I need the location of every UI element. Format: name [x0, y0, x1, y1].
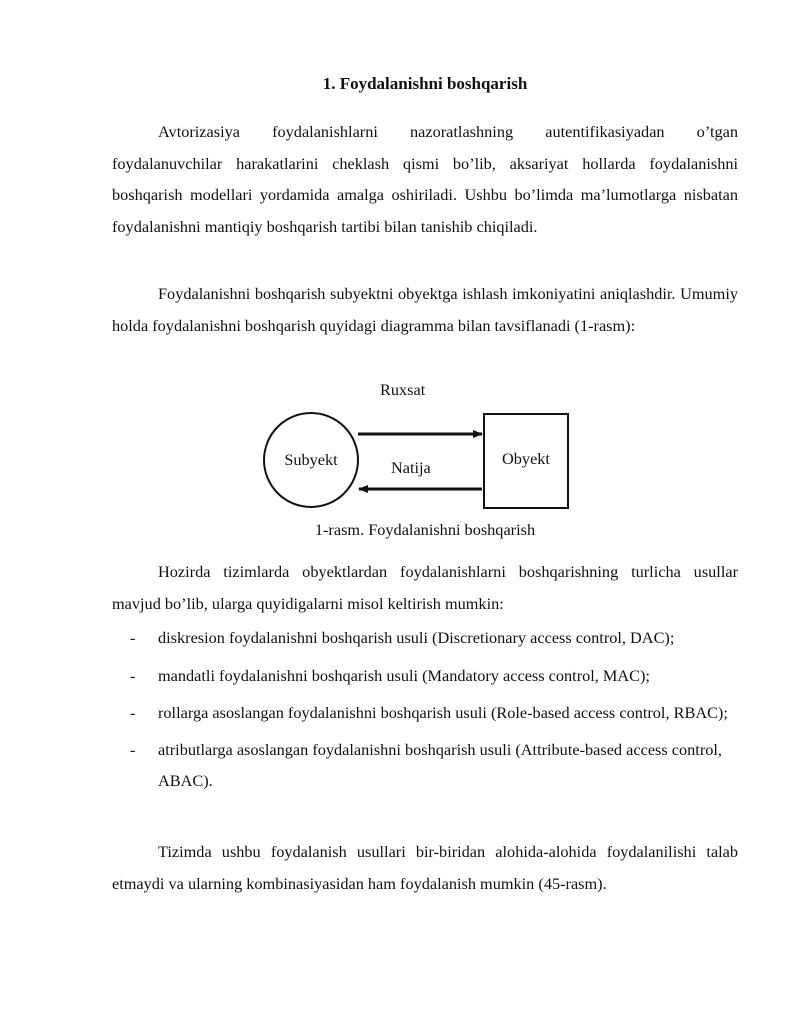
list-marker: -	[130, 665, 136, 685]
list-item-text: mandatli foydalanishni boshqarish usuli (Mandatory access control, MAC);	[158, 665, 650, 685]
access-control-diagram	[260, 372, 580, 512]
figure-caption: 1-rasm. Foydalanishni boshqarish	[314, 520, 536, 539]
list-marker: -	[130, 703, 136, 722]
result-label: Natija	[391, 458, 431, 477]
list-item-text: diskresion foydalanishni boshqarish usuli (Discretionary access control, DAC);	[158, 628, 675, 647]
subject-label: Subyekt	[284, 450, 338, 469]
diagram-svg	[260, 372, 580, 512]
access-control-methods-list	[112, 622, 738, 805]
list-item	[112, 660, 738, 692]
list-item	[112, 697, 738, 729]
object-label: Obyekt	[502, 449, 550, 468]
paragraph-definition: Foydalanishni boshqarish subyektni obyektga ishlash imkoniyatini aniqlashdir. Umumiy holda foydalanishni boshqarish quyidagi diagramma bilan tavsiflanadi (1-rasm):	[112, 284, 738, 335]
list-marker: -	[130, 739, 136, 759]
permission-label: Ruxsat	[380, 380, 426, 399]
list-item-text: atributlarga asoslangan foydalanishni boshqarish usuli (Attribute-based access control, ABAC).	[158, 739, 722, 790]
section-heading: 1. Foydalanishni boshqarish	[322, 74, 528, 93]
paragraph-intro: Avtorizasiya foydalanishlarni nazoratlashning autentifikasiyadan o’tgan foydalanuvchilar harakatlarini cheklash qismi bo’lib, aksariyat hollarda foydalanishni boshqarish modellari yordamida amalga oshiriladi. Ushbu bo’limda ma’lumotlarga nisbatan foydalanishni mantiqiy boshqarish tartibi bilan tanishib chiqiladi.	[112, 122, 738, 236]
list-item	[112, 622, 738, 654]
paragraph-conclusion: Tizimda ushbu foydalanish usullari bir-biridan alohida-alohida foydalanilishi talab etmaydi va ularning kombinasiyasidan ham foydalanish mumkin (45-rasm).	[112, 842, 738, 893]
list-item-text: rollarga asoslangan foydalanishni boshqarish usuli (Role-based access control, RBAC);	[158, 703, 728, 722]
paragraph-methods: Hozirda tizimlarda obyektlardan foydalanishlarni boshqarishning turlicha usullar mavjud bo’lib, ularga quyidigalarni misol keltirish mumkin:	[112, 562, 738, 613]
list-marker: -	[130, 628, 136, 647]
list-item	[112, 734, 738, 797]
